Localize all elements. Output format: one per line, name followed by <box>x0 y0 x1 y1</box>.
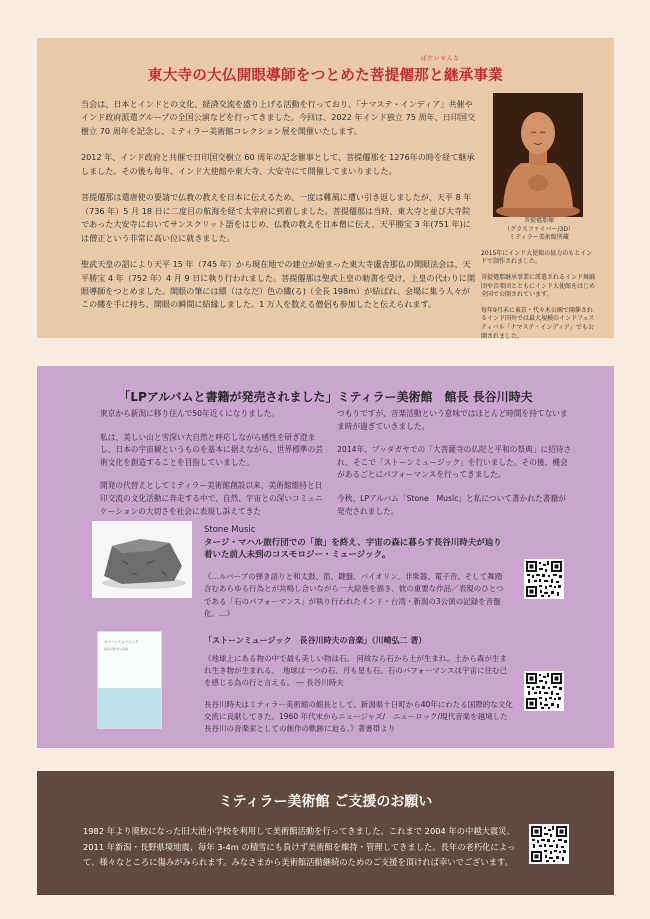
section-title: 東大寺の大仏開眼導師をつとめた菩提僊那と継承事業 <box>147 68 504 84</box>
side-note: 毎年9月末に東京・代々木公園で開催されるインド国外では最大規模のインドフェスティバル「ナマステ・インディア」でも公開されました。 <box>481 306 595 340</box>
support-request-section <box>37 771 614 895</box>
paragraph: 私は、美しい山と雪深い大自然と呼応しながら感性を研ぎ澄まし、日本の宇宙観というものを基本に据えながら、世界標準の芸術文化を創造することを目指していました。 <box>100 432 323 467</box>
album-description: 《…ルバーブの弾き語りと和太鼓、笛、鍵盤、バイオリン、非楽器、電子音、そして舞踏含むあらゆる行為とが共鳴し合いながら一大絵巻を描き、彼の重要な作品／表現のひとつである「石のパフォーマンス」が執り行われたインド・台湾・新潟の3公演の記録を音盤化。…》 <box>204 572 504 619</box>
right-column <box>337 408 572 529</box>
paragraph: 2014年、ブッダガヤでの「大菩薩寺の仏陀と平和の祭典」に招待され、そこで「ストーンミュージック」を行いました。その後、機会があるごとにパフォーマンスを行ってきました。 <box>337 445 572 480</box>
book-bio: 長谷川時夫はミティラー美術館の館長として、新潟県十日町から40年にわたる国際的な文化交流に貢献してきた。1960 年代末からニュージャズ/ ニューロック/現代音楽を越境した長谷川の音楽家としての創作の軌跡に迫る。》著書帯より <box>204 699 513 734</box>
book-cover-title: ストーンミュージック <box>104 640 139 644</box>
statue-caption: 菩提僊那像 （グラスファイバー/3D） ミティラー美術館所蔵 <box>503 217 575 242</box>
album-qr-code[interactable] <box>524 559 564 599</box>
paragraph: 当会は、日本とインドとの文化、経済交流を盛り上げる活動を行っており、「ナマステ・インディア」共催やインド政府派遣グループの全国公演などを行ってきました。今回は、2022 年インド独立 75 周年、日印国交樹立 70 周年を記念し、ミティラー美術館コレクション展を開催いたします。 <box>81 99 476 136</box>
section-title: 「LPアルバムと書籍が発売されました」ミティラー美術館 館長 長谷川時夫 <box>118 390 533 404</box>
album-name: Stone Music <box>204 525 256 535</box>
paragraph: 今秋、LPアルバム「Stone Music」と私について書かれた書籍が発売されました。 <box>337 493 566 516</box>
book-cover-subtitle: 長谷川時夫の音楽 <box>104 647 129 651</box>
album-headline <box>204 524 504 562</box>
paragraph: 開発の代替えとしてミティラー美術館創設以来、美術館維持と日印交流の文化活動に奔走する中で、自然、宇宙との深いコミュニケーションの大切さを社会に表現し訴えてきた <box>100 481 323 516</box>
statue-notes <box>481 217 597 348</box>
bodhisena-section <box>37 38 614 338</box>
book-cover-image <box>97 631 162 729</box>
title-ruby: ぼだいせんな <box>421 56 461 62</box>
book-qr-code[interactable] <box>524 671 564 711</box>
section-body: 1982 年より廃校になった旧大池小学校を利用して美術館活動を行ってきました。これまで 2004 年の中越大震災、2011 年新潟・長野県境地震、毎年 3-4m の積雪にも負けず美術館を維持・管理してきました。長年の老朽化によって、様々なところに傷みがみられます。みなさまから美術館活動継続のためのご支援を頂ければ幸いでございます。 <box>83 826 516 868</box>
support-qr-code[interactable] <box>529 824 569 864</box>
paragraph: 菩提僊那は遣唐使の要請で仏教の教えを日本に伝えるため、一度は難風に遭い引き返しましたが、天平 8 年（736 年）5 月 18 日に二度目の航海を経て太宰府に到着しました。菩提僊那は当時、東大寺と並び大寺院であった大安寺においてサンスクリット語をはじめ、仏教の教えを日本僧に伝え、天平勝宝 3 年(751 年)には僧正という非常に高い位に就きました。 <box>81 192 472 243</box>
paragraph: 東京から新潟に移り住んで50年近くになりました。 <box>100 409 279 418</box>
album-book-section <box>37 366 614 748</box>
section-body <box>81 98 476 325</box>
album-tagline: タージ・マハル旅行団での「旅」を終え、宇宙の森に暮らす長谷川時夫が辿り着いた前人未到のコスモロジー・ミュージック。 <box>204 537 502 561</box>
side-note: 菩提僊那継承事業に派遣されるインド舞踊団や音楽団とともにインド大使館をはじめ全国で公開されています。 <box>481 273 596 299</box>
paragraph: 聖武天皇の詔により天平 15 年（745 年）から現在地での建立が始まった東大寺盧舎那仏の開眼法会は、天平勝宝 4 年（752 年）4 月 9 日に執り行われました。菩提僊那は聖武上皇の勅書を受け、上皇の代わりに開眼導師をつとめました。開眼の筆には縹（はなだ）色の縷(る)（全長 198m）が結ばれ、会場に集う人々がこの縷を手に持ち、開眼の瞬間に結縁しました。1 万人を数える僧侶も参加したと伝えられます。 <box>81 259 476 310</box>
book-headline: 「ストーンミュージック 長谷川時夫の音楽」（川崎弘二 著） <box>204 636 427 645</box>
paragraph: 2012 年、インド政府と共催で日印国交樹立 60 周年の記念催事として、菩提僊那を 1276年の時を経て継承しました。その後も毎年、インド大使館や東大寺、大安寺にて開催してまいりました。 <box>81 152 475 176</box>
book-description <box>204 653 514 744</box>
book-quote: 《地球上にある物の中で最も美しい物は石。 何故なら石から土が生まれ。土から森が生まれ生き物が生まれる。 地球は一つの石、月も星も石。石のパフォーマンスは宇宙に住む己を感じる為の行と言える。 ― 長谷川時夫 <box>204 654 508 688</box>
section-title: ミティラー美術館 ご支援のお願い <box>218 794 433 810</box>
stone-music-album-image <box>92 521 192 598</box>
left-column <box>100 408 325 529</box>
paragraph: つもりですが、音楽活動という意味ではほとんど時間を持てないまま時が過ぎていきました。 <box>337 409 568 431</box>
side-note: 2015年にインド大使館の協力のもとインドで制作されました。 <box>481 249 593 266</box>
bodhisena-statue-image <box>493 93 583 217</box>
